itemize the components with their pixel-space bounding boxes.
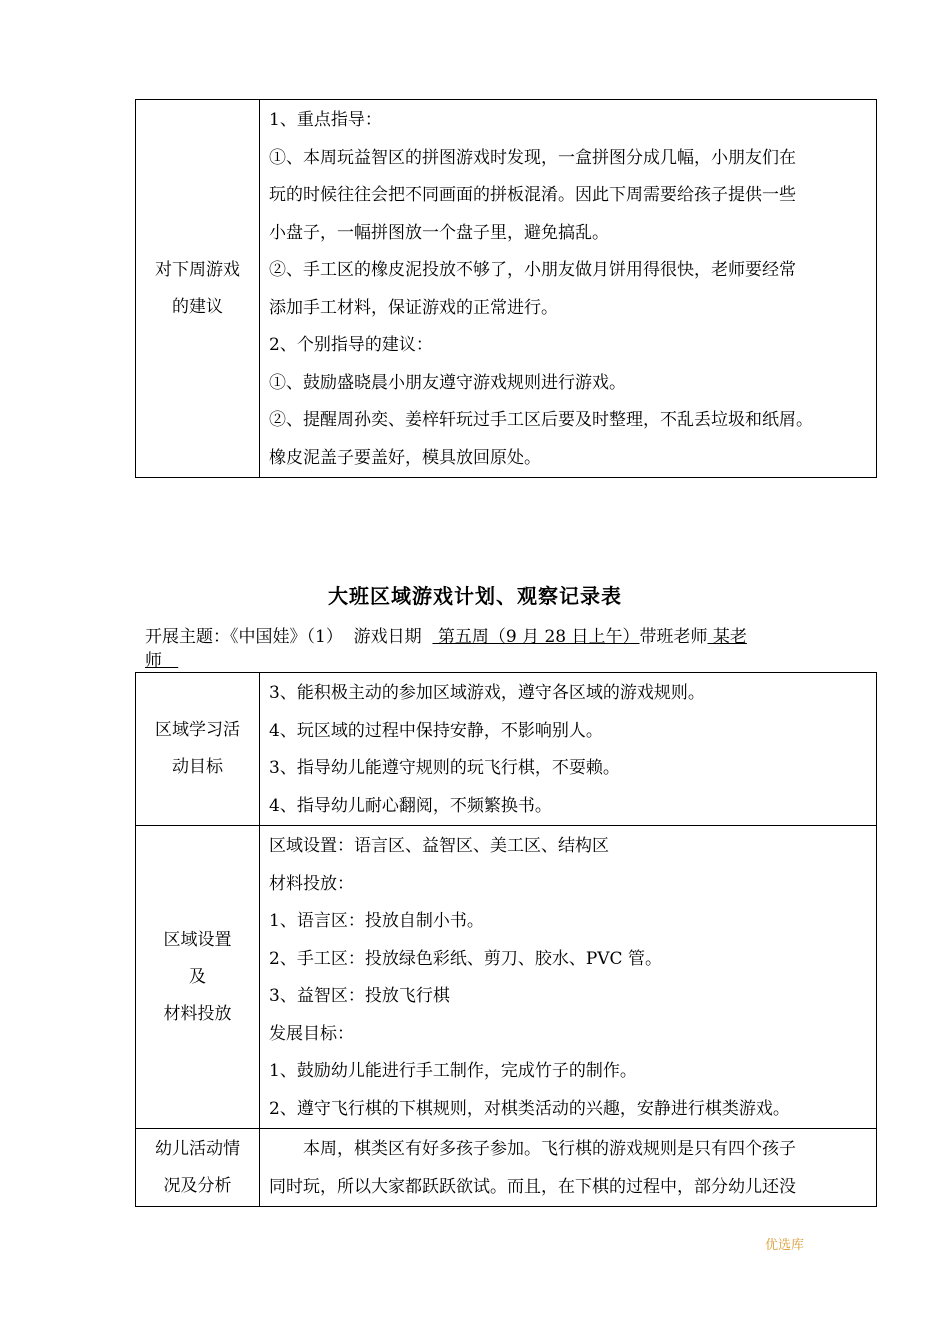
row-label xyxy=(136,673,260,826)
content-line: 4、指导幼儿耐心翻阅，不频繁换书。 xyxy=(269,795,552,816)
table-row xyxy=(136,826,877,1129)
content-line: ①、鼓励盛晓晨小朋友遵守游戏规则进行游戏。 xyxy=(269,372,626,393)
row-label xyxy=(136,1129,260,1207)
content-line: 2、个别指导的建议： xyxy=(269,335,433,355)
content-line: 1、重点指导： xyxy=(269,110,382,130)
meta-line-cont xyxy=(145,650,825,673)
content-line: 发展目标： xyxy=(269,1023,354,1044)
content-line: 3、益智区：投放飞行棋 xyxy=(269,986,450,1006)
row-label-line: 况及分析 xyxy=(163,1175,232,1196)
row-label-line: 材料投放 xyxy=(163,1003,232,1024)
content-line: 3、指导幼儿能遵守规则的玩飞行棋，不耍赖。 xyxy=(269,758,620,778)
row-content xyxy=(260,673,877,826)
table-row xyxy=(136,1129,877,1207)
row-content xyxy=(260,100,877,478)
row-label-line: 及 xyxy=(189,966,206,987)
date-label: 游戏日期 xyxy=(353,627,422,647)
table-row xyxy=(136,673,877,826)
content-line: 区域设置：语言区、益智区、美工区、结构区 xyxy=(269,836,609,856)
row-label-line: 幼儿活动情 xyxy=(155,1138,240,1159)
row-label-line: 区域设置 xyxy=(163,929,232,950)
suggestions-table xyxy=(135,99,877,478)
content-line: 添加手工材料，保证游戏的正常进行。 xyxy=(269,297,558,318)
plan-record-table xyxy=(135,672,877,1207)
content-line: 1、语言区：投放自制小书。 xyxy=(269,911,484,931)
content-line: 2、遵守飞行棋的下棋规则，对棋类活动的兴趣，安静进行棋类游戏。 xyxy=(269,1098,790,1119)
row-label-line: 的建议 xyxy=(172,296,223,317)
row-content xyxy=(260,826,877,1129)
content-line: 同时玩，所以大家都跃跃欲试。而且，在下棋的过程中，部分幼儿还没 xyxy=(269,1176,796,1197)
content-line: 小盘子，一幅拼图放一个盘子里，避免搞乱。 xyxy=(269,222,609,243)
page-title: 大班区域游戏计划、观察记录表 xyxy=(328,584,622,608)
row-label xyxy=(136,826,260,1129)
content-line: 2、手工区：投放绿色彩纸、剪刀、胶水、PVC 管。 xyxy=(269,948,662,969)
row-content xyxy=(260,1129,877,1207)
row-label-line: 区域学习活 xyxy=(155,720,240,740)
content-line: ①、本周玩益智区的拼图游戏时发现，一盒拼图分成几幅，小朋友们在 xyxy=(269,147,796,168)
content-line: ②、提醒周孙奕、姜梓轩玩过手工区后要及时整理，不乱丢垃圾和纸屑。 xyxy=(269,410,813,430)
content-line: 3、能积极主动的参加区域游戏，遵守各区域的游戏规则。 xyxy=(269,683,705,703)
row-label xyxy=(136,100,260,478)
teacher-value: 某老 xyxy=(707,627,747,647)
row-label-line: 动目标 xyxy=(172,757,223,777)
footer-watermark: 优选库 xyxy=(765,1238,805,1253)
content-line: ②、手工区的橡皮泥投放不够了，小朋友做月饼用得很快，老师要经常 xyxy=(269,260,796,280)
meta-line xyxy=(145,626,825,649)
table-row xyxy=(136,100,877,478)
content-line: 橡皮泥盖子要盖好，模具放回原处。 xyxy=(269,447,541,468)
content-line: 1、鼓励幼儿能进行手工制作，完成竹子的制作。 xyxy=(269,1061,637,1081)
theme-label: 开展主题：《中国娃》（1） xyxy=(145,627,343,647)
content-line: 玩的时候往往会把不同画面的拼板混淆。因此下周需要给孩子提供一些 xyxy=(269,185,796,205)
row-label-line: 对下周游戏 xyxy=(155,259,240,280)
content-line: 本周，棋类区有好多孩子参加。飞行棋的游戏规则是只有四个孩子 xyxy=(303,1139,796,1159)
teacher-value-cont: 师 xyxy=(145,651,179,671)
content-line: 材料投放： xyxy=(269,873,354,894)
content-line: 4、玩区域的过程中保持安静，不影响别人。 xyxy=(269,720,603,741)
date-value: 第五周（9 月 28 日上午） xyxy=(432,627,640,647)
teacher-label: 带班老师 xyxy=(639,627,708,647)
